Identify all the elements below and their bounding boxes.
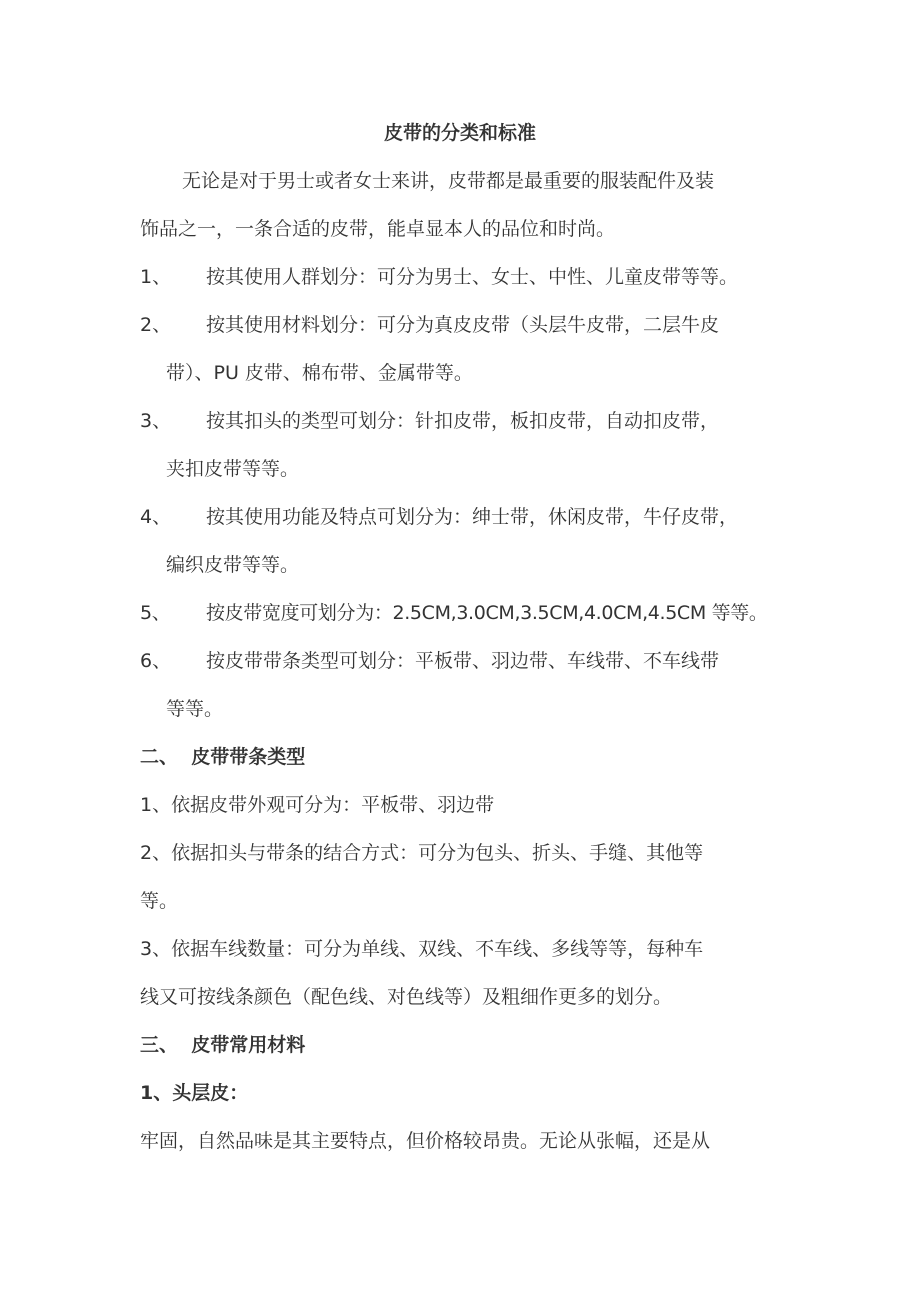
section2-item-3: 3、依据车线数量：可分为单线、双线、不车线、多线等等，每种车 (140, 938, 704, 960)
section-heading-3: 三、 皮带常用材料 (140, 1034, 306, 1056)
list-item (140, 646, 719, 676)
list-item-number: 4、 (140, 506, 172, 528)
list-item-continuation: 带）、PU 皮带、棉布带、金属带等。 (166, 362, 473, 384)
list-item-number: 6、 (140, 650, 172, 672)
subheading-top-grain-leather: 1、头层皮： (140, 1082, 249, 1104)
list-item-text: 按其使用材料划分：可分为真皮皮带（头层牛皮带，二层牛皮 (206, 314, 720, 336)
list-item-text: 按皮带带条类型可划分：平板带、羽边带、车线带、不车线带 (206, 650, 720, 672)
section2-item-3-continuation: 线又可按线条颜色（配色线、对色线等）及粗细作更多的划分。 (140, 986, 673, 1008)
list-item-number: 2、 (140, 314, 172, 336)
list-item-text: 按其使用人群划分：可分为男士、女士、中性、儿童皮带等等。 (206, 266, 739, 288)
section-heading-2: 二、 皮带带条类型 (140, 746, 306, 768)
list-item-number: 1、 (140, 266, 172, 288)
list-item-text: 按皮带宽度可划分为：2.5CM,3.0CM,3.5CM,4.0CM,4.5CM 等等。 (206, 602, 768, 624)
intro-line-1: 无论是对于男士或者女士来讲，皮带都是最重要的服装配件及装 (182, 170, 715, 192)
list-item (140, 406, 719, 436)
section2-item-2-continuation: 等。 (140, 890, 179, 912)
list-item-continuation: 夹扣皮带等等。 (166, 458, 300, 480)
list-item (140, 262, 738, 292)
list-item (140, 310, 719, 340)
list-item-number: 5、 (140, 602, 171, 624)
intro-line-2: 饰品之一，一条合适的皮带，能卓显本人的品位和时尚。 (140, 218, 616, 240)
body-text: 牢固，自然品味是其主要特点，但价格较昂贵。无论从张幅，还是从 (140, 1130, 711, 1152)
list-item-number: 3、 (140, 410, 172, 432)
list-item (140, 502, 738, 532)
list-item-continuation: 编织皮带等等。 (166, 554, 300, 576)
section2-item-1: 1、依据皮带外观可分为：平板带、羽边带 (140, 794, 495, 816)
list-item-text: 按其扣头的类型可划分：针扣皮带，板扣皮带，自动扣皮带， (206, 410, 720, 432)
document-title: 皮带的分类和标准 (383, 122, 536, 144)
section2-item-2: 2、依据扣头与带条的结合方式：可分为包头、折头、手缝、其他等 (140, 842, 704, 864)
list-item-text: 按其使用功能及特点可划分为：绅士带，休闲皮带，牛仔皮带， (206, 506, 739, 528)
list-item-continuation: 等等。 (166, 698, 224, 720)
list-item (140, 598, 768, 628)
